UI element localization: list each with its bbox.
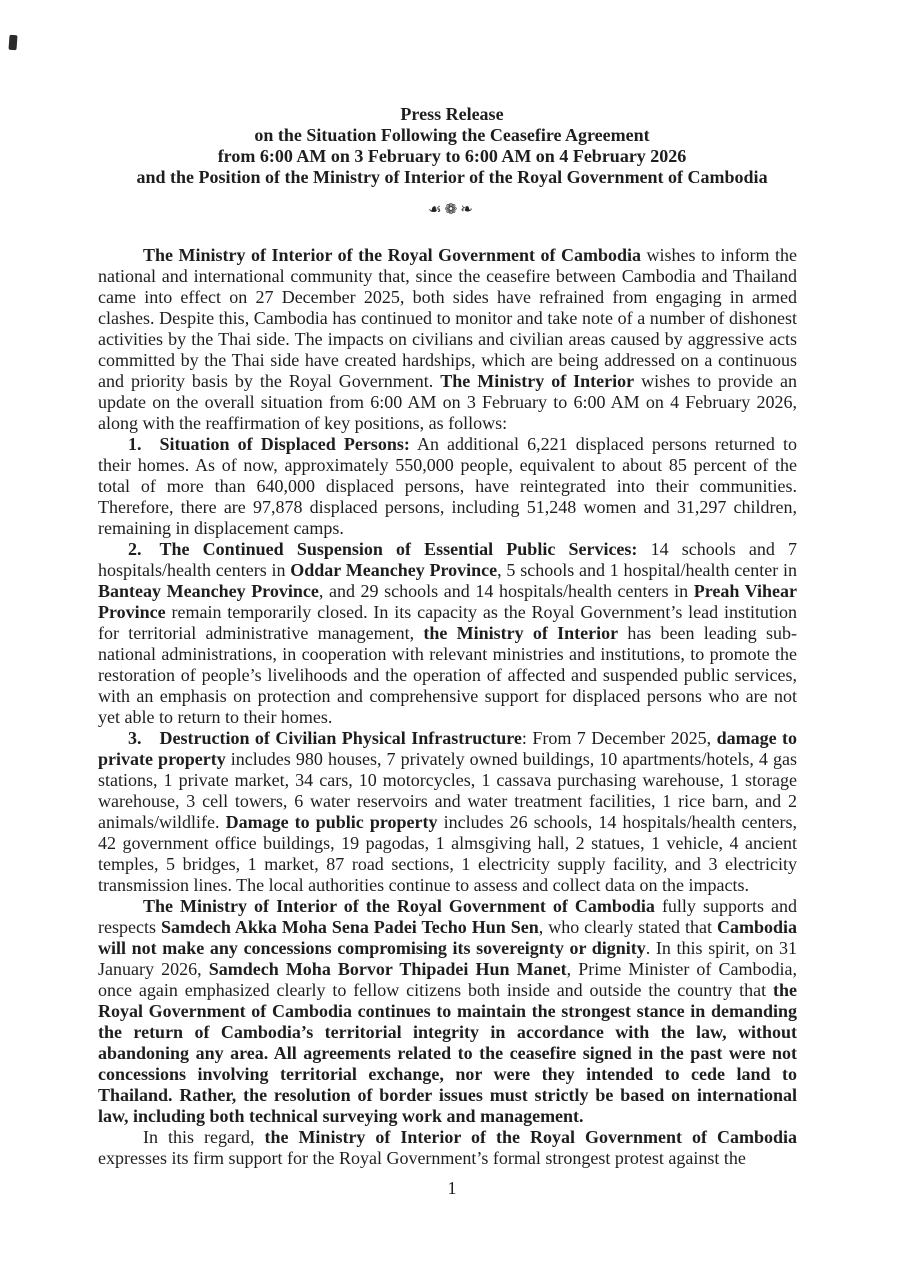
- item-1-displaced-persons: 1. Situation of Displaced Persons: An additional 6,221 displaced persons returned to their homes. As of now, approximately 550,000 people, equivalent to about 85 percent of the total of more than 640,000 displaced persons, have reintegrated into their communities. Therefore, there are 97,878 displaced persons, including 51,248 women and 31,297 children, remaining in displacement camps.: [98, 434, 797, 538]
- document-title: [0, 0, 904, 188]
- position-support-paragraph: The Ministry of Interior of the Royal Government of Cambodia fully supports and respects Samdech Akka Moha Sena Padei Techo Hun Sen, who clearly stated that Cambodia will not make any concessions compromising its sovereignty or dignity. In this spirit, on 31 January 2026, Samdech Moha Borvor Thipadei Hun Manet, Prime Minister of Cambodia, once again emphasized clearly to fellow citizens both inside and outside the country that the Royal Government of Cambodia continues to maintain the strongest stance in demanding the return of Cambodia’s territorial integrity in accordance with the law, without abandoning any area. All agreements related to the ceasefire signed in the past were not concessions involving territorial exchange, nor were they intended to cede land to Thailand. Rather, the resolution of border issues must strictly be based on international law, including both technical surveying work and management.: [98, 896, 798, 1126]
- page-number: 1: [447, 1178, 457, 1198]
- intro-paragraph: The Ministry of Interior of the Royal Government of Cambodia wishes to inform the national and international community that, since the ceasefire between Cambodia and Thailand came into effect on 27 December 2025, both sides have refrained from engaging in armed clashes. Despite this, Cambodia has continued to monitor and take note of a number of dishonest activities by the Thai side. The impacts on civilians and civilian areas caused by aggressive acts committed by the Thai side have created hardships, which are being addressed on a continuous and priority basis by the Royal Government. The Ministry of Interior wishes to provide an update on the overall situation from 6:00 AM on 3 February to 6:00 AM on 4 February 2026, along with the reaffirmation of key positions, as follows:: [98, 245, 797, 433]
- item-3-infrastructure-damage: 3. Destruction of Civilian Physical Infrastructure: From 7 December 2025, damage to private property includes 980 houses, 7 privately owned buildings, 10 apartments/hotels, 4 gas stations, 1 private market, 34 cars, 10 motorcycles, 1 cassava purchasing warehouse, 1 storage warehouse, 3 cell towers, 6 water reservoirs and water treatment facilities, 1 rice barn, and 2 animals/wildlife. Damage to public property includes 26 schools, 14 hospitals/health centers, 42 government office buildings, 19 pagodas, 1 almsgiving hall, 2 statues, 1 vehicle, 4 ancient temples, 5 bridges, 1 market, 87 road sections, 1 electricity supply facility, and 3 electricity transmission lines. The local authorities continue to assess and collect data on the impacts.: [98, 728, 797, 895]
- item-2-public-services: 2. The Continued Suspension of Essential Public Services: 14 schools and 7 hospitals/health centers in Oddar Meanchey Province, 5 schools and 1 hospital/health center in Banteay Meanchey Province, and 29 schools and 14 hospitals/health centers in Preah Vihear Province remain temporarily closed. In its capacity as the Royal Government’s lead institution for territorial administrative management, the Ministry of Interior has been leading sub-national administrations, in cooperation with relevant ministries and institutions, to promote the restoration of people’s livelihoods and the operation of affected and suspended public services, with an emphasis on protection and comprehensive support for displaced persons who are not yet able to return to their homes.: [98, 539, 798, 727]
- document-body: [98, 245, 797, 1169]
- title-line-date-range: from 6:00 AM on 3 February to 6:00 AM on 4 February 2026: [217, 146, 687, 166]
- scan-artifact-mark: [8, 35, 17, 51]
- title-line-subject: on the Situation Following the Ceasefire Agreement: [254, 125, 650, 145]
- closing-paragraph: In this regard, the Ministry of Interior of the Royal Government of Cambodia expresses its firm support for the Royal Government’s formal strongest protest against the: [98, 1127, 798, 1168]
- ornament-divider-icon: ☙❁❧: [428, 200, 476, 218]
- title-line-ministry-position: and the Position of the Ministry of Interior of the Royal Government of Cambodia: [136, 167, 768, 187]
- title-line-press-release: Press Release: [400, 104, 504, 124]
